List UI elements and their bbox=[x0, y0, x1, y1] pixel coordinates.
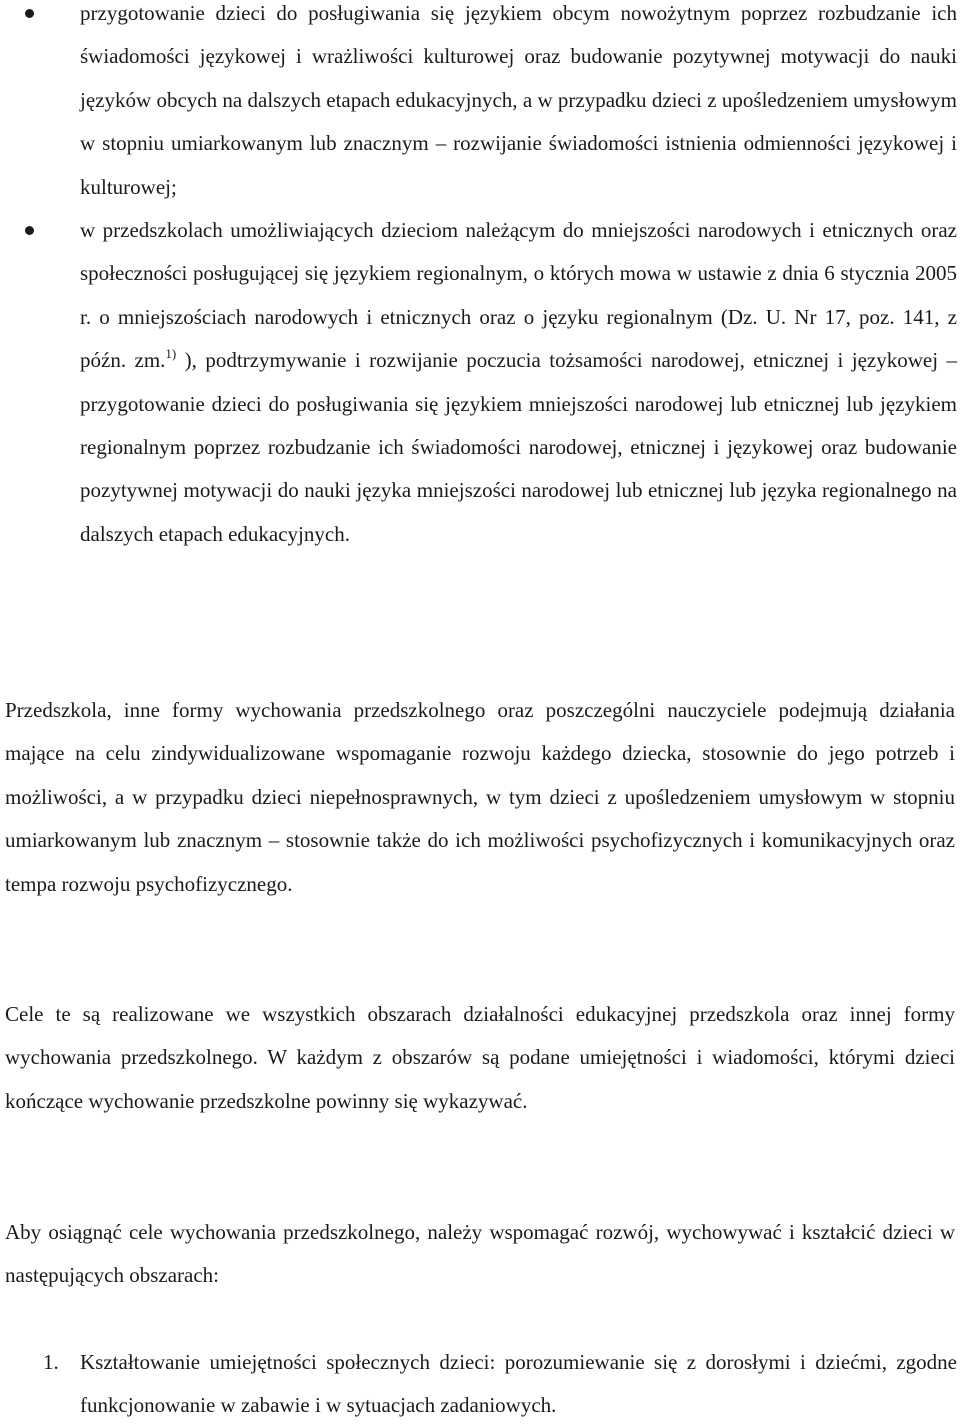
bullet-text: w przedszkolach umożliwiających dzieciom należącym do mniejszości narodowych i etnicznych oraz społeczności posługującej się językiem regionalnym, o których mowa w ustawie z dnia 6 stycznia 2005 r. o mniejszościach narodowych i etnicznych oraz o języku regionalnym (Dz. U. Nr 17, poz. 141, z późn. zm. bbox=[80, 218, 957, 373]
bullet-item-minorities bbox=[0, 209, 957, 556]
footnote-reference: 1) bbox=[165, 346, 177, 362]
bullet-list bbox=[0, 0, 957, 556]
numbered-list bbox=[0, 1341, 957, 1428]
list-number: 1. bbox=[43, 1350, 59, 1374]
paragraph-individual-support: Przedszkola, inne formy wychowania przedszkolnego oraz poszczególni nauczyciele podejmują działania mające na celu zindywidualizowane wspomaganie rozwoju każdego dziecka, stosownie do jego potrzeb i możliwości, a w przypadku dzieci niepełnosprawnych, w tym dzieci z upośledzeniem umysłowym w stopniu umiarkowanym lub znacznym – stosownie także do ich możliwości psychofizycznych i komunikacyjnych oraz tempa rozwoju psychofizycznego. bbox=[5, 698, 955, 896]
bullet-text: przygotowanie dzieci do posługiwania się językiem obcym nowożytnym poprzez rozbudzanie ich świadomości językowej i wrażliwości kulturowej oraz budowanie pozytywnej motywacji do nauki języków obcych na dalszych etapach edukacyjnych, a w przypadku dzieci z upośledzeniem umysłowym w stopniu umiarkowanym lub znacznym – rozwijanie świadomości istnienia odmienności językowej i kulturowej; bbox=[80, 1, 957, 199]
paragraph-goals-realization: Cele te są realizowane we wszystkich obszarach działalności edukacyjnej przedszkola oraz innej formy wychowania przedszkolnego. W każdym z obszarów są podane umiejętności i wiadomości, którymi dzieci kończące wychowanie przedszkolne powinny się wykazywać. bbox=[5, 1002, 955, 1113]
numbered-item-social-skills bbox=[0, 1341, 957, 1428]
numbered-item-text: Kształtowanie umiejętności społecznych dzieci: porozumiewanie się z dorosłymi i dziećmi, zgodne funkcjonowanie w zabawie i w sytuacjach zadaniowych. bbox=[80, 1350, 957, 1418]
bullet-text-continued: ), podtrzymywanie i rozwijanie poczucia tożsamości narodowej, etnicznej i językowej – przygotowanie dzieci do posługiwania się językiem mniejszości narodowej lub etnicznej lub językiem regionalnym poprzez rozbudzanie ich świadomości narodowej, etnicznej i językowej oraz budowanie pozytywnej motywacji do nauki języka mniejszości narodowej lub etnicznej lub języka regionalnego na dalszych etapach edukacyjnych. bbox=[80, 348, 957, 546]
bullet-point-icon bbox=[25, 9, 34, 18]
bullet-item-foreign-language bbox=[0, 0, 957, 209]
bullet-point-icon bbox=[25, 226, 34, 235]
paragraph-development-areas-intro: Aby osiągnąć cele wychowania przedszkolnego, należy wspomagać rozwój, wychowywać i kształcić dzieci w następujących obszarach: bbox=[5, 1220, 955, 1288]
